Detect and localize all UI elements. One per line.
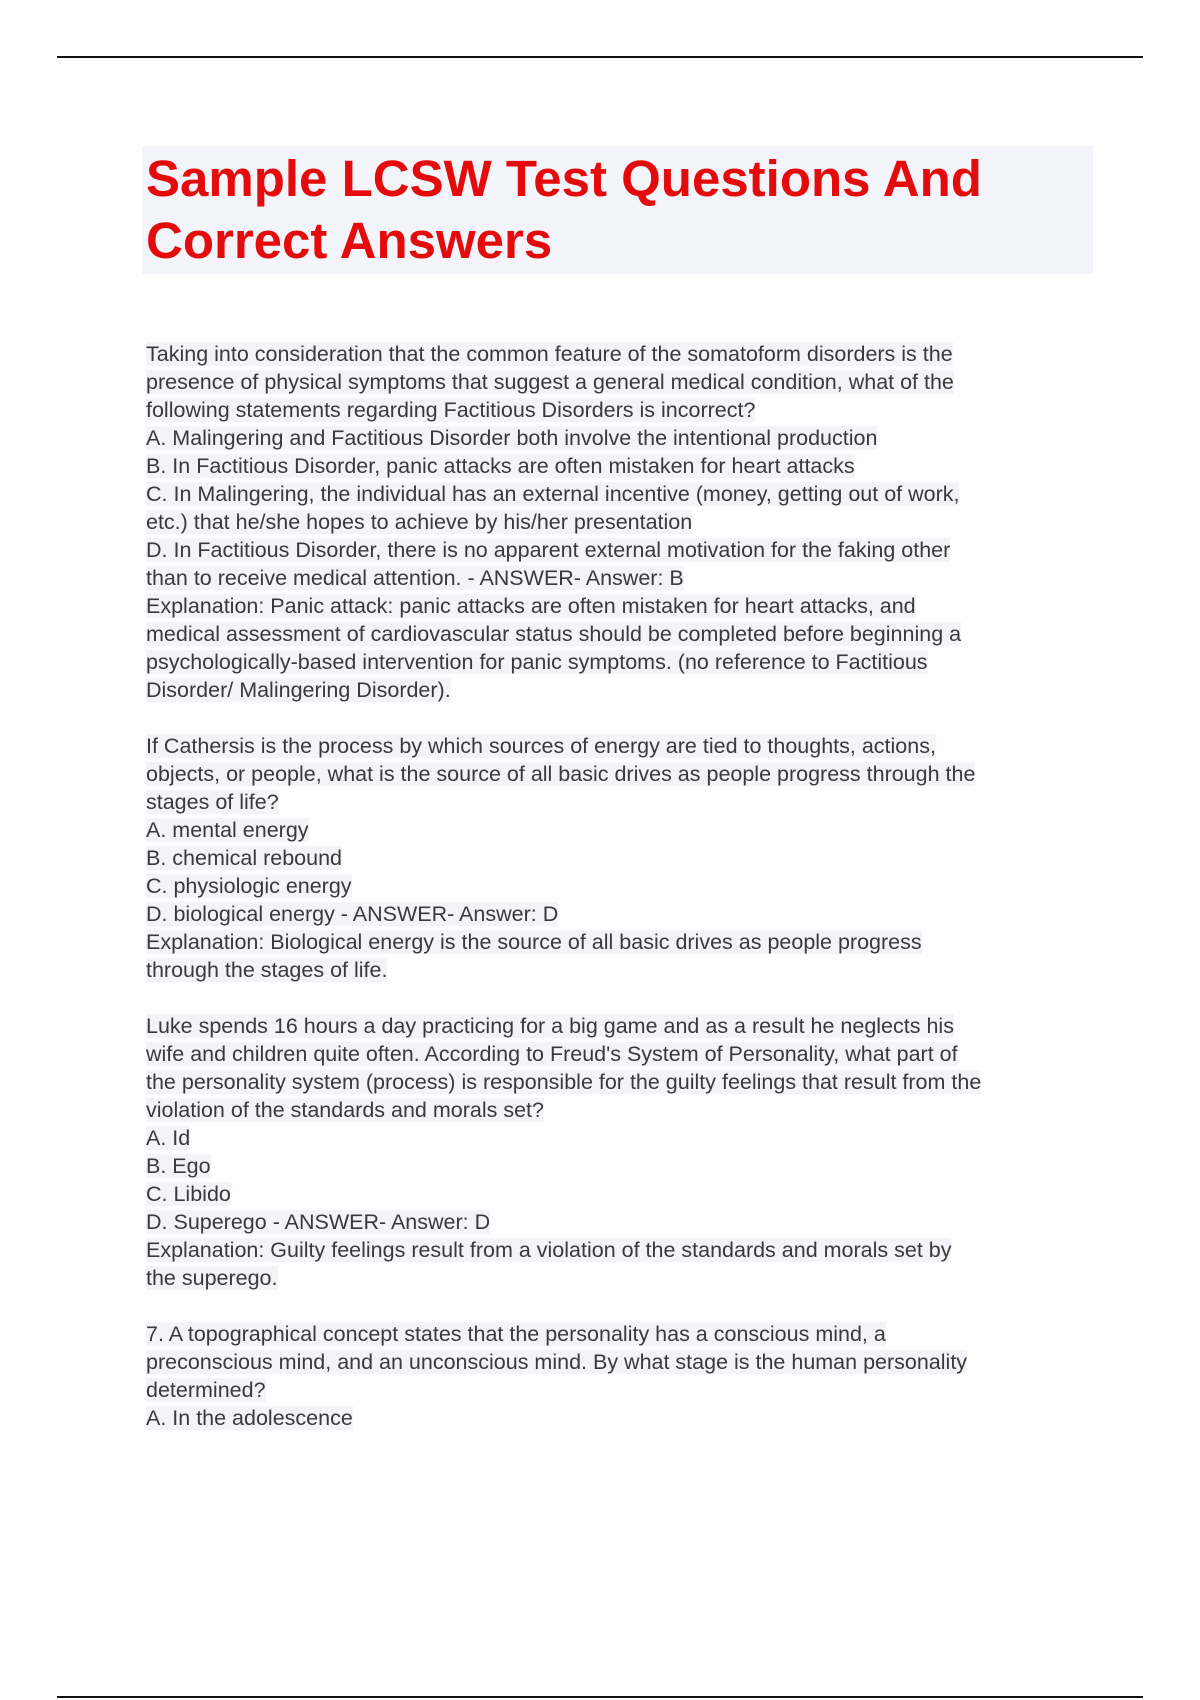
question-text-line (146, 1320, 1101, 1348)
question-text-line (146, 1040, 1101, 1068)
question-text-line (146, 1180, 1101, 1208)
question-text-line (146, 760, 1101, 788)
question-text-line (146, 732, 1101, 760)
question-text: A. mental energy (146, 818, 309, 842)
top-rule (57, 56, 1143, 58)
question-text: preconscious mind, and an unconscious mind. By what stage is the human personality (146, 1350, 968, 1374)
question-text-line (146, 452, 1101, 480)
question-text-line (146, 340, 1101, 368)
question-text: Luke spends 16 hours a day practicing for a big game and as a result he neglects his (146, 1014, 954, 1038)
question-text-line (146, 844, 1101, 872)
question-text: A. Id (146, 1126, 191, 1150)
question-text: etc.) that he/she hopes to achieve by his/her presentation (146, 510, 693, 534)
question-text: C. Libido (146, 1182, 231, 1206)
question-text-line (146, 564, 1101, 592)
question-text-line (146, 1404, 1101, 1432)
question-text: Explanation: Biological energy is the source of all basic drives as people progress (146, 930, 922, 954)
question-block (146, 1012, 1101, 1292)
question-text-line (146, 1236, 1101, 1264)
question-text-line (146, 1208, 1101, 1236)
question-text-line (146, 1376, 1101, 1404)
question-text-line (146, 928, 1101, 956)
question-text: stages of life? (146, 790, 279, 814)
document-body (146, 340, 1101, 1432)
question-text-line (146, 788, 1101, 816)
question-text: Explanation: Guilty feelings result from a violation of the standards and morals set by (146, 1238, 952, 1262)
question-text: than to receive medical attention. - ANSWER- Answer: B (146, 566, 684, 590)
question-block (146, 732, 1101, 984)
document-title-line-1: Sample LCSW Test Questions And (146, 150, 982, 207)
question-text-line (146, 480, 1101, 508)
question-text: C. physiologic energy (146, 874, 352, 898)
question-text-line (146, 1096, 1101, 1124)
question-text-line (146, 956, 1101, 984)
question-text: A. Malingering and Factitious Disorder both involve the intentional production (146, 426, 878, 450)
question-text: B. chemical rebound (146, 846, 342, 870)
question-text: D. In Factitious Disorder, there is no apparent external motivation for the faking other (146, 538, 951, 562)
question-text: objects, or people, what is the source of all basic drives as people progress through the (146, 762, 976, 786)
question-text-line (146, 620, 1101, 648)
question-text: Taking into consideration that the common feature of the somatoform disorders is the (146, 342, 953, 366)
document-title-line-2: Correct Answers (146, 212, 553, 269)
bottom-rule (57, 1696, 1143, 1698)
question-spacer (146, 1292, 1101, 1320)
question-text: D. biological energy - ANSWER- Answer: D (146, 902, 559, 926)
question-text: through the stages of life. (146, 958, 388, 982)
question-text-line (146, 648, 1101, 676)
question-text-line (146, 1348, 1101, 1376)
question-text: the superego. (146, 1266, 278, 1290)
question-text-line (146, 676, 1101, 704)
question-text: wife and children quite often. According to Freud's System of Personality, what part of (146, 1042, 958, 1066)
question-spacer (146, 984, 1101, 1012)
question-text-line (146, 536, 1101, 564)
question-block (146, 1320, 1101, 1432)
question-text-line (146, 424, 1101, 452)
question-text-line (146, 368, 1101, 396)
question-text-line (146, 592, 1101, 620)
question-text: presence of physical symptoms that suggest a general medical condition, what of the (146, 370, 954, 394)
question-text: determined? (146, 1378, 266, 1402)
question-text-line (146, 1264, 1101, 1292)
question-text: Disorder/ Malingering Disorder). (146, 678, 451, 702)
question-text-line (146, 900, 1101, 928)
question-text: If Cathersis is the process by which sources of energy are tied to thoughts, actions, (146, 734, 936, 758)
question-text-line (146, 872, 1101, 900)
question-block (146, 340, 1101, 704)
question-text: psychologically-based intervention for panic symptoms. (no reference to Factitious (146, 650, 928, 674)
question-text: medical assessment of cardiovascular status should be completed before beginning a (146, 622, 962, 646)
question-text-line (146, 508, 1101, 536)
question-text: the personality system (process) is responsible for the guilty feelings that result from the (146, 1070, 982, 1094)
question-text: C. In Malingering, the individual has an external incentive (money, getting out of work, (146, 482, 960, 506)
question-spacer (146, 704, 1101, 732)
question-text: following statements regarding Factitious Disorders is incorrect? (146, 398, 756, 422)
question-text: violation of the standards and morals set? (146, 1098, 544, 1122)
question-text: B. Ego (146, 1154, 211, 1178)
question-text-line (146, 1012, 1101, 1040)
question-text-line (146, 816, 1101, 844)
question-text-line (146, 1152, 1101, 1180)
question-text: A. In the adolescence (146, 1406, 353, 1430)
title-block (142, 146, 1093, 274)
question-text: 7. A topographical concept states that the personality has a conscious mind, a (146, 1322, 886, 1346)
question-text: Explanation: Panic attack: panic attacks are often mistaken for heart attacks, and (146, 594, 916, 618)
question-text-line (146, 396, 1101, 424)
question-text-line (146, 1124, 1101, 1152)
question-text-line (146, 1068, 1101, 1096)
question-text: B. In Factitious Disorder, panic attacks are often mistaken for heart attacks (146, 454, 855, 478)
question-text: D. Superego - ANSWER- Answer: D (146, 1210, 491, 1234)
